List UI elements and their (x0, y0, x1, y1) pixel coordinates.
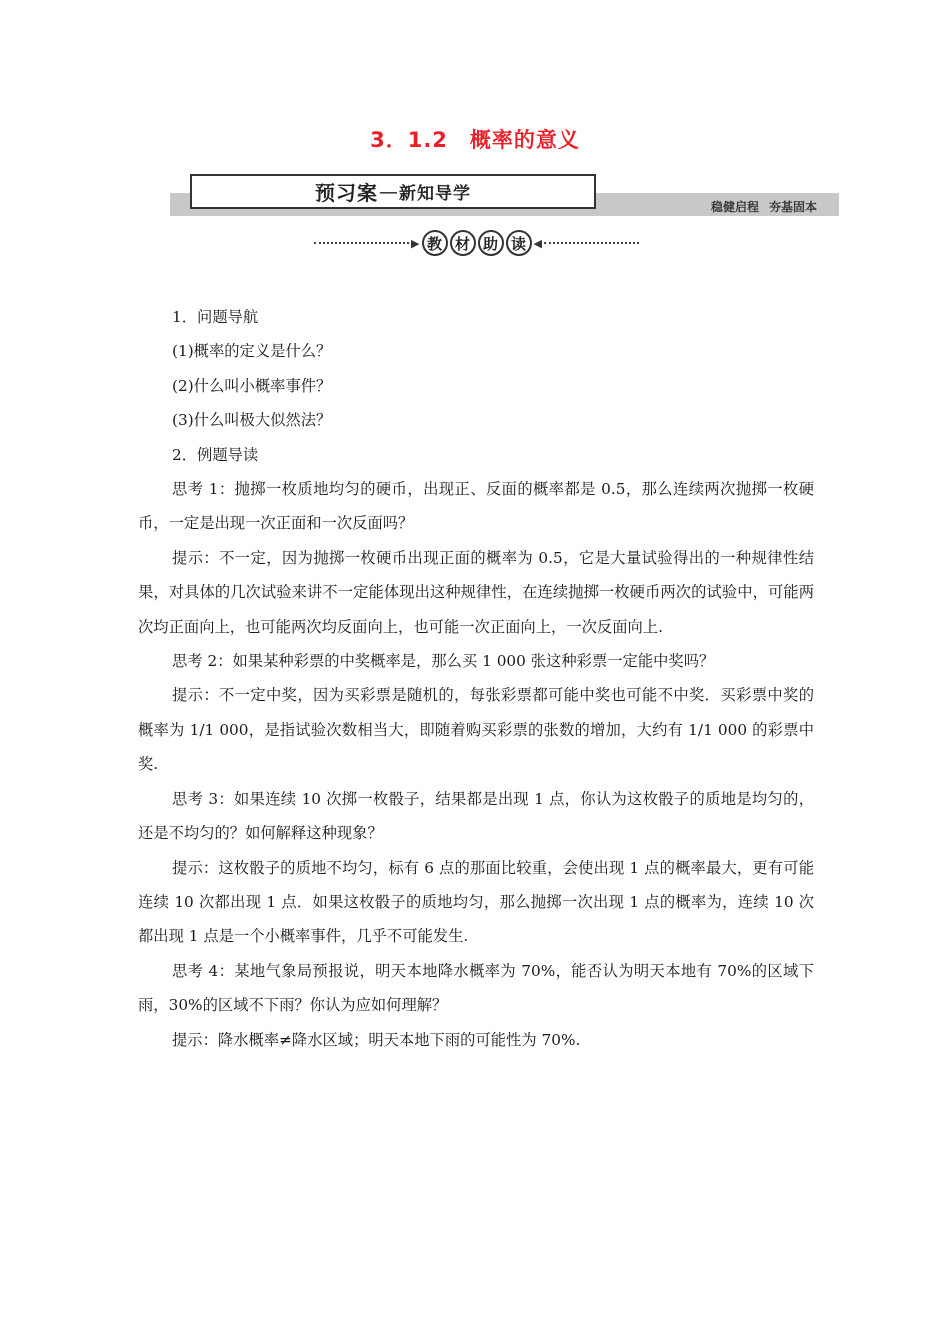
paragraph: 思考 1：抛掷一枚质地均匀的硬币，出现正、反面的概率都是 0.5，那么连续两次抛掷一枚硬币，一定是出现一次正面和一次反面吗？ (138, 480, 814, 533)
dotted-line-left (314, 242, 409, 244)
paragraph: 提示：不一定，因为抛掷一枚硬币出现正面的概率为 0.5，它是大量试验得出的一种规律性结果，对具体的几次试验来讲不一定能体现出这种规律性，在连续抛掷一枚硬币两次的试验中，可能两次均正面向上，也可能两次均反面向上，也可能一次正面向上，一次反面向上. (138, 548, 814, 636)
section-char: 助 (478, 230, 504, 256)
paragraph: 提示：这枚骰子的质地不均匀，标有 6 点的那面比较重，会使出现 1 点的概率最大，更有可能连续 10 次都出现 1 点．如果这枚骰子的质地均匀，那么抛掷一次出现 1 点的概率为，连续 10 次都出现 1 点是一个小概率事件，几乎不可能发生. (138, 858, 814, 946)
section-header-chars (422, 230, 532, 256)
section-banner (170, 174, 839, 216)
banner-sub-label: 新知导学 (399, 184, 471, 204)
paragraph: 提示：降水概率≠降水区域；明天本地下雨的可能性为 70%. (172, 1030, 581, 1049)
section-char: 材 (450, 230, 476, 256)
paragraph: 提示：不一定中奖，因为买彩票是随机的，每张彩票都可能中奖也可能不中奖．买彩票中奖的概率为 1/1 000，是指试验次数相当大，即随着购买彩票的张数的增加，大约有 1/1 000 的彩票中奖. (138, 686, 814, 774)
paragraph: 思考 4：某地气象局预报说，明天本地降水概率为 70%，能否认为明天本地有 70%的区域下雨，30%的区域不下雨？你认为应如何理解？ (138, 961, 814, 1015)
paragraph: 思考 3：如果连续 10 次掷一枚骰子，结果都是出现 1 点，你认为这枚骰子的质地是均匀的，还是不均匀的？如何解释这种现象？ (138, 789, 814, 843)
section-char: 教 (422, 230, 448, 256)
section-char: 读 (506, 230, 532, 256)
banner-slogan-2: 夯基固本 (768, 200, 817, 214)
paragraph: (3)什么叫极大似然法？ (172, 411, 332, 430)
document-body (138, 300, 814, 1057)
section-header (314, 228, 639, 258)
paragraph: 1．问题导航 (172, 308, 259, 326)
page-title: 3．1.2 概率的意义 (370, 128, 580, 152)
paragraph: 2．例题导读 (172, 445, 259, 464)
banner-slogan-1: 稳健启程 (710, 200, 759, 214)
banner-dash: — (379, 180, 398, 203)
banner-title-box (190, 174, 596, 209)
banner-main-label: 预习案 (315, 181, 378, 205)
arrow-right-icon: ▶ (411, 236, 420, 250)
dotted-line-right (544, 242, 639, 244)
arrow-left-icon: ◀ (533, 236, 542, 250)
paragraph: 思考 2：如果某种彩票的中奖概率是，那么买 1 000 张这种彩票一定能中奖吗？ (172, 652, 715, 671)
banner-slogan (711, 198, 817, 215)
paragraph: (1)概率的定义是什么？ (172, 342, 332, 361)
paragraph: (2)什么叫小概率事件？ (172, 376, 332, 395)
